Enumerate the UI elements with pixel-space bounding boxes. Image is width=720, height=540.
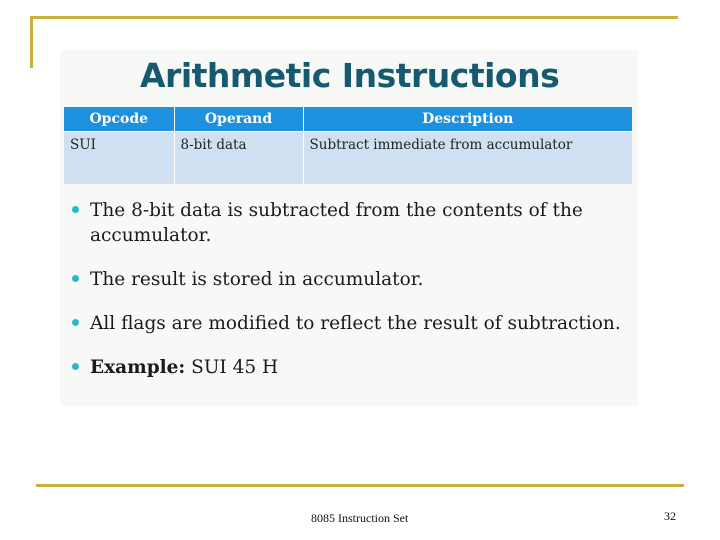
list-item <box>70 198 630 248</box>
frame-bottom-line <box>36 484 684 487</box>
bullet-text: The result is stored in accumulator. <box>90 269 424 290</box>
table-row <box>64 132 632 185</box>
bullet-dot-icon <box>72 275 79 282</box>
cell-opcode: SUI <box>64 132 174 185</box>
bullet-dot-icon <box>72 206 79 213</box>
list-item-example <box>70 355 630 380</box>
header-description: Description <box>303 107 632 132</box>
bullet-dot-icon <box>72 363 79 370</box>
table-header-row <box>64 107 632 132</box>
bullet-list <box>70 198 630 399</box>
instruction-table <box>64 107 632 184</box>
header-opcode: Opcode <box>64 107 174 132</box>
page-number: 32 <box>664 509 676 523</box>
frame-top-line <box>30 16 678 19</box>
list-item <box>70 311 630 336</box>
example-label: Example: <box>90 357 186 378</box>
list-item <box>70 267 630 292</box>
frame-left-line <box>30 16 33 68</box>
header-operand: Operand <box>174 107 303 132</box>
cell-description: Subtract immediate from accumulator <box>303 132 632 185</box>
example-value: SUI 45 H <box>191 357 279 378</box>
bullet-text: The 8-bit data is subtracted from the contents of the accumulator. <box>90 200 583 246</box>
cell-operand: 8-bit data <box>174 132 303 185</box>
bullet-dot-icon <box>72 319 79 326</box>
footer-title: 8085 Instruction Set <box>311 511 409 525</box>
bullet-text: All flags are modified to reflect the result of subtraction. <box>90 313 621 334</box>
slide-content-image <box>60 50 638 406</box>
slide-title: Arithmetic Instructions <box>140 56 560 95</box>
